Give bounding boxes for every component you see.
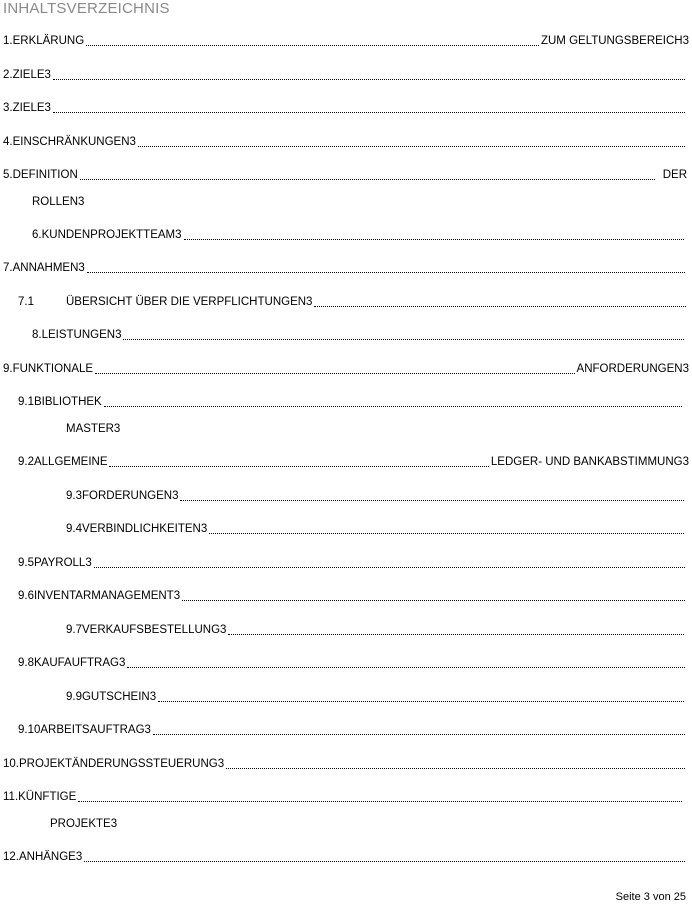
toc-entry-label: 9.1BIBLIOTHEK [18,396,102,408]
toc-entry-label: 7.ANNAHMEN3 [3,262,85,274]
toc-entry-7-1[interactable] [66,294,688,310]
toc-entry-label-right: LEDGER- UND BANKABSTIMMUNG3 [490,456,689,468]
toc-entry-5[interactable] [3,167,687,183]
toc-dot-leader [109,465,488,467]
toc-entry-6[interactable] [32,227,686,243]
toc-dot-leader [184,238,684,240]
toc-entry-9-8[interactable] [18,655,687,671]
toc-entry-label: 5.DEFINITION [3,169,78,181]
toc-entry-label: 2.ZIELE3 [3,69,51,81]
toc-entry-label: 9.7VERKAUFSBESTELLUNG3 [66,624,227,636]
toc-entry-7-1-number: 7.1 [18,296,34,308]
toc-dot-leader [228,633,684,635]
toc-entry-9-5[interactable] [18,555,687,571]
toc-entry-label: 12.ANHÄNGE3 [3,851,83,863]
toc-dot-leader [86,44,539,46]
toc-entry-label: 9.4VERBINDLICHKEITEN3 [66,523,208,535]
toc-dot-leader [78,800,682,802]
toc-entry-label: 1.ERKLÄRUNG [3,35,85,47]
toc-dot-leader [209,532,684,534]
toc-dot-leader [95,372,574,374]
toc-dot-leader [182,599,685,601]
toc-entry-8[interactable] [32,327,686,343]
toc-entry-9-6[interactable] [18,588,687,604]
toc-entry-9-1-continuation[interactable]: MASTER3 [66,423,121,435]
toc-entry-label: ÜBERSICHT ÜBER DIE VERPFLICHTUNGEN3 [66,296,313,308]
toc-dot-leader [180,499,684,501]
toc-entry-9-3[interactable] [66,488,686,504]
toc-dot-leader [94,566,685,568]
toc-entry-label: 9.FUNKTIONALE [3,363,94,375]
toc-entry-label-right: ANFORDERUNGEN3 [576,363,689,375]
toc-entry-5-continuation[interactable]: ROLLEN3 [32,196,85,208]
toc-dot-leader [158,700,684,702]
toc-entry-9-7[interactable] [66,622,686,638]
toc-entry-label: 9.6INVENTARMANAGEMENT3 [18,590,181,602]
toc-entry-label: 9.10ARBEITSAUFTRAG3 [18,724,151,736]
toc-dot-leader [53,111,685,113]
toc-dot-leader [153,733,685,735]
toc-entry-label: 11.KÜNFTIGE [3,791,77,803]
toc-entry-label: 9.5PAYROLL3 [18,557,92,569]
toc-entry-9-9[interactable] [66,689,686,705]
toc-entry-2[interactable] [3,67,687,83]
toc-dot-leader [123,338,684,340]
toc-entry-3[interactable] [3,100,687,116]
toc-entry-label-right: DER [662,169,687,181]
toc-entry-12[interactable] [3,849,687,865]
toc-dot-leader [87,271,685,273]
toc-entry-7[interactable] [3,260,687,276]
toc-entry-1[interactable] [3,33,689,49]
toc-entry-label: 4.EINSCHRÄNKUNGEN3 [3,136,136,148]
toc-dot-leader [314,305,686,307]
toc-entry-label: 8.LEISTUNGEN3 [32,329,122,341]
toc-entry-label: 9.8KAUFAUFTRAG3 [18,657,126,669]
toc-dot-leader [84,860,685,862]
page-number-footer: Seite 3 von 25 [615,891,686,903]
toc-entry-9-1[interactable] [18,394,684,410]
toc-entry-label: 3.ZIELE3 [3,102,51,114]
toc-dot-leader [127,666,685,668]
toc-entry-label-right: ZUM GELTUNGSBEREICH3 [540,35,689,47]
toc-entry-9[interactable] [3,361,689,377]
toc-dot-leader [104,405,682,407]
toc-entry-9-4[interactable] [66,521,686,537]
toc-entry-10[interactable] [3,756,687,772]
toc-dot-leader [80,178,655,180]
toc-entry-9-10[interactable] [18,722,687,738]
toc-entry-label: 9.9GUTSCHEIN3 [66,691,157,703]
toc-dot-leader [226,767,685,769]
toc-entry-4[interactable] [3,134,687,150]
toc-entry-label: 6.KUNDENPROJEKTTEAM3 [32,229,182,241]
toc-entry-9-2[interactable] [18,454,689,470]
toc-entry-label: 10.PROJEKTÄNDERUNGSSTEUERUNG3 [3,758,225,770]
toc-dot-leader [138,145,685,147]
toc-entry-label: 9.2ALLGEMEINE [18,456,108,468]
toc-entry-11-continuation[interactable]: PROJEKTE3 [50,818,118,830]
toc-heading: INHALTSVERZEICHNIS [3,0,170,17]
toc-entry-label: 9.3FORDERUNGEN3 [66,490,179,502]
toc-dot-leader [53,78,685,80]
toc-entry-11[interactable] [3,789,684,805]
